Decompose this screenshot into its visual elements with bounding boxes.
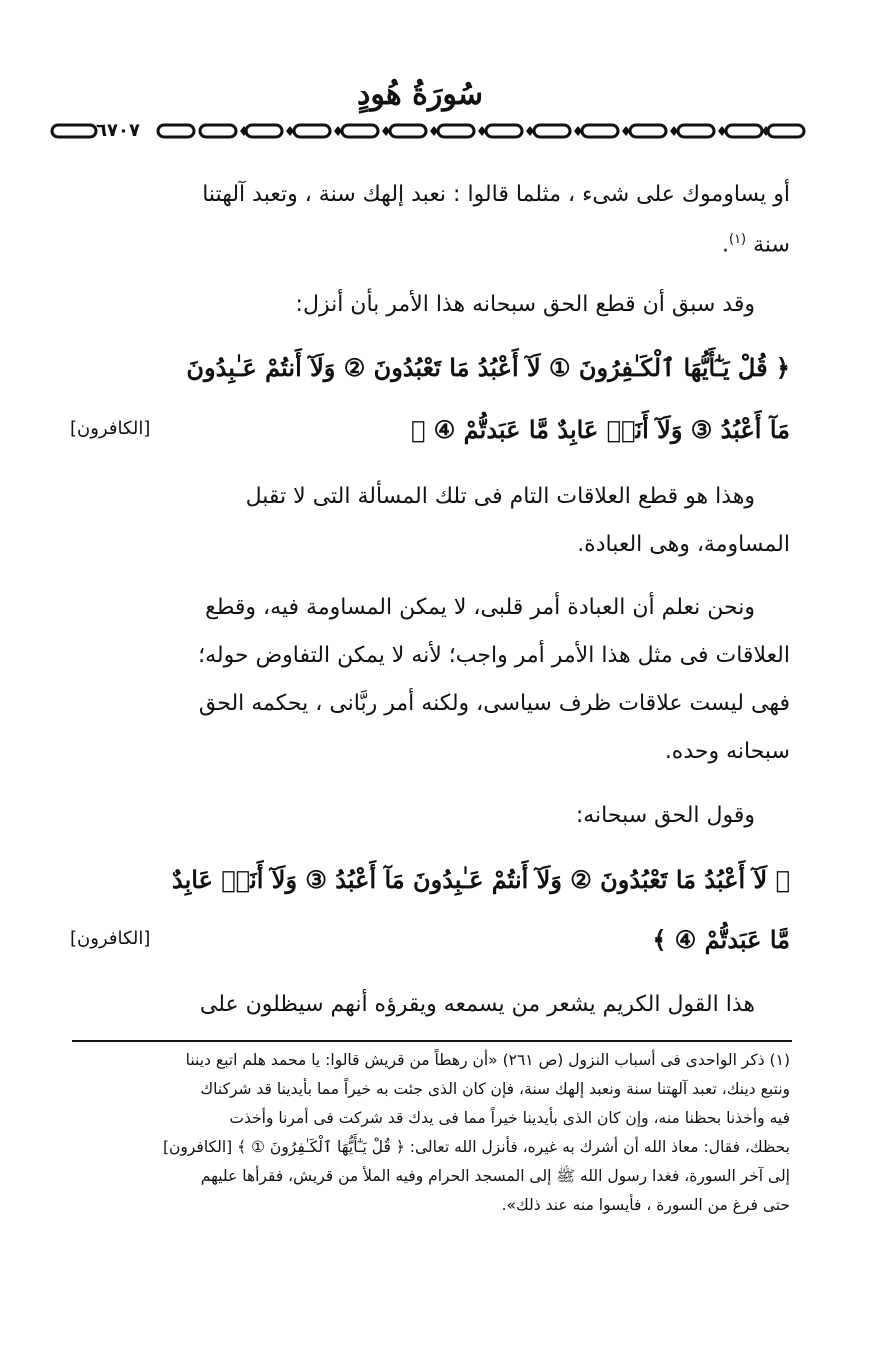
footnote-line-6: حتى فرغ من السورة ، فأيسوا منه عند ذلك».: [501, 1196, 790, 1214]
footnote-reference: (١): [728, 232, 747, 247]
paragraph-3-line-2: المساومة، وهى العبادة.: [577, 532, 790, 557]
footnote: [70, 1046, 790, 1220]
paragraph-6: هذا القول الكريم يشعر من يسمعه ويقرؤه أنهم سيظلون على: [199, 992, 755, 1017]
quran-verse-2-line-2: مَّا عَبَدتُّمْ ④ ﴾: [652, 925, 790, 954]
paragraph-4-line-2: العلاقات فى مثل هذا الأمر أمر واجب؛ لأنه لا يمكن التفاوض حوله؛: [198, 643, 790, 668]
footnote-line-1: (١) ذكر الواحدى فى أسباب النزول (ص ٢٦١) «أن رهطاً من قريش قالوا: يا محمد هلم اتبع ديننا: [185, 1051, 790, 1069]
quran-verse-1-line-1: ﴿ قُلْ يَـٰٓأَيُّهَا ٱلْكَـٰفِرُونَ ① لَآ أَعْبُدُ مَا تَعْبُدُونَ ② وَلَآ أَنتُمْ عَـٰبِدُونَ: [186, 353, 790, 382]
surah-reference-1: [الكافرون]: [70, 418, 151, 439]
page-number: ٦٧٠٧: [96, 120, 140, 141]
paragraph-3-line-1: وهذا هو قطع العلاقات التام فى تلك المسألة التى لا تقبل: [245, 484, 755, 509]
paragraph-1-line-1: أو يساوموك على شىء ، مثلما قالوا : نعبد إلهك سنة ، وتعبد آلهتنا: [202, 182, 790, 207]
footnote-line-2: ونتبع دينك، تعبد آلهتنا سنة ونعبد إلهك سنة، فإن كان الذى جئت به خيراً مما بأيدينا قد شركناك: [200, 1080, 790, 1098]
paragraph-4-line-3: فهى ليست علاقات ظرف سياسى، ولكنه أمر ربَّانى ، يحكمه الحق: [198, 691, 790, 716]
paragraph-4-line-4: سبحانه وحده.: [664, 739, 790, 764]
footnote-line-5: إلى آخر السورة، فغدا رسول الله ﷺ إلى المسجد الحرام وفيه الملأ من قريش، فقرأها عليهم: [200, 1167, 790, 1185]
decorative-chain-border: [50, 122, 808, 140]
paragraph-1-line-2-text: سنة: [753, 232, 790, 258]
footnote-separator: [72, 1040, 792, 1042]
quran-verse-1-line-2: مَآ أَعْبُدُ ③ وَلَآ أَنَا۠ عَابِدٌ مَّا عَبَدتُّمْ ④ ﴾: [411, 415, 790, 444]
paragraph-2: وقد سبق أن قطع الحق سبحانه هذا الأمر بأن أنزل:: [295, 292, 755, 317]
paragraph-4-line-1: ونحن نعلم أن العبادة أمر قلبى، لا يمكن المساومة فيه، وقطع: [205, 595, 755, 620]
paragraph-1-line-2: سنة $^{(١)}$.: [721, 232, 790, 258]
paragraph-5: وقول الحق سبحانه:: [575, 803, 755, 828]
surah-reference-2: [الكافرون]: [70, 928, 151, 949]
footnote-line-3: فيه وأخذنا بحظنا منه، وإن كان الذى بأيدينا خيراً مما فى يدك قد شركت فى أمرنا وأخذت: [229, 1109, 790, 1127]
surah-title: سُورَةُ هُودٍ: [357, 77, 483, 112]
quran-verse-2-line-1: ﴿ لَآ أَعْبُدُ مَا تَعْبُدُونَ ② وَلَآ أَنتُمْ عَـٰبِدُونَ مَآ أَعْبُدُ ③ وَلَآ أَنَا۠ عَابِدٌ: [172, 865, 790, 894]
footnote-line-4: بحظك، فقال: معاذ الله أن أشرك به غيره، فأنزل الله تعالى: ﴿ قُلْ يَـٰٓأَيُّهَا ٱلْكَـٰفِرُونَ ① ﴾ [الكافرون]: [162, 1138, 790, 1156]
